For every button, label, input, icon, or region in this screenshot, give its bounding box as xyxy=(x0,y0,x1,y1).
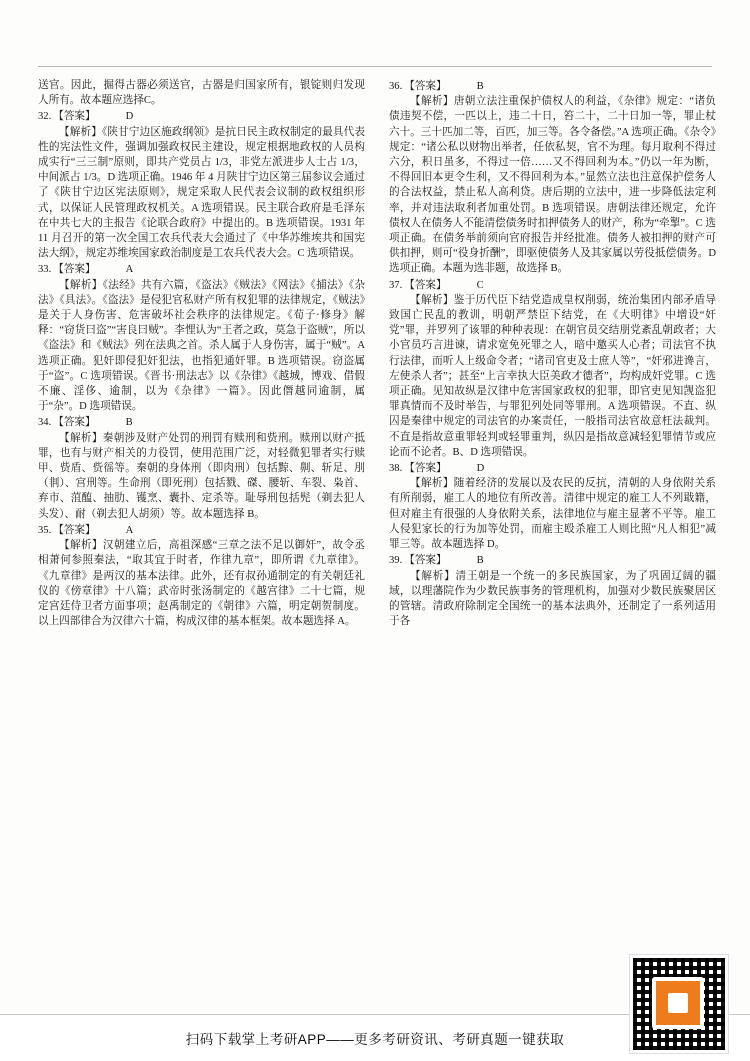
header-rule xyxy=(38,66,712,67)
question-number-36: 36. xyxy=(389,81,403,92)
answer-line-34 xyxy=(38,415,365,430)
two-column-body xyxy=(38,78,716,998)
answer-tag-37: 【答案】 xyxy=(404,279,447,291)
question-number-38: 38. xyxy=(389,463,403,475)
answer-line-39 xyxy=(389,553,716,568)
explain-tag-39: 【解析】 xyxy=(410,570,456,582)
answer-tag-39: 【答案】 xyxy=(404,555,447,567)
explain-tag-33: 【解析】 xyxy=(59,279,103,291)
answer-block-36 xyxy=(389,79,716,277)
answer-block-33 xyxy=(38,262,365,414)
answer-value-37: C xyxy=(476,279,484,291)
left-column xyxy=(38,78,365,998)
answer-value-33: A xyxy=(125,264,134,276)
explanation-39 xyxy=(389,569,716,630)
answer-block-38 xyxy=(389,461,716,552)
question-number-35: 35. xyxy=(38,524,52,536)
explanation-36 xyxy=(389,94,716,276)
answer-tag-36: 【答案】 xyxy=(404,81,447,92)
explanation-32 xyxy=(38,125,365,262)
answer-block-35 xyxy=(38,523,365,629)
answer-line-38 xyxy=(389,461,716,476)
answer-tag-32: 【答案】 xyxy=(53,111,96,123)
answer-block-32 xyxy=(38,109,365,261)
explain-tag-34: 【解析】 xyxy=(59,432,103,444)
answer-line-35 xyxy=(38,523,365,538)
right-column xyxy=(389,78,716,998)
answer-tag-33: 【答案】 xyxy=(53,264,96,276)
question-number-34: 34. xyxy=(38,417,52,429)
answer-tag-38: 【答案】 xyxy=(404,463,447,475)
answer-line-32 xyxy=(38,109,365,124)
explain-text-32: 《陕甘宁边区施政纲领》是抗日民主政权制定的最具代表性的宪法性文件，强调加强政权民主建设，规定根据地政权的人员构成实行“三三制”原则，即共产党员占 1/3，非党左派进步人士占 1/3，中间派占 1/3。D 选项正确。1946 年 4 月陕甘宁边区第三届参议会通过了《陕甘宁边区宪法原则》，规定采取人民代表会议制的政权组织形式，以保证人民管理政权机关。A 选项错误。民主联合政府是毛泽东在中共七大的主报告《论联合政府》中提出的。B 选项错误。1931 年 11 月召开的第一次全国工农兵代表大会通过了《中华苏维埃共和国宪法大纲》，规定苏维埃国家政治制度是工农兵代表大会。C 选项错误。 xyxy=(38,126,366,260)
explain-text-34: 秦朝涉及财产处罚的刑罚有赎刑和赀刑。赎刑以财产抵罪，也有与财产相关的力役罚，使用范围广泛，对轻微犯罪者实行赎甲、赀盾、赀徭等。秦朝的身体刑（即肉刑）包括黥、劓、斩足、刖（剕）、宫刑等。生命刑（即死刑）包括戮、磔、腰斩、车裂、枭首、弃市、菹醢、抽肋、镬烹、囊扑、定杀等。耻辱刑包括髡（剃去犯人头发）、耐（剃去犯人胡须）等。故本题选择 B。 xyxy=(38,432,365,520)
continued-paragraph: 送官。因此，掘得古器必须送官，古器是归国家所有，银锭则归发现人所有。故本题应选择C。 xyxy=(38,80,365,107)
explain-text-39: 清王朝是一个统一的多民族国家，为了巩固辽阔的疆域，以理藩院作为少数民族事务的管理机构，加强对少数民族聚居区的管辖。清政府除制定全国统一的基本法典外，还制定了一系列适用于各 xyxy=(389,570,717,628)
answer-line-36 xyxy=(389,79,716,94)
explain-text-33: 《法经》共有六篇，《盗法》《贼法》《网法》《捕法》《杂法》《具法》。《盗法》是侵犯官私财产所有权犯罪的法律规定，《贼法》是关于人身伤害、危害破坏社会秩序的法律规定。《荀子·修身》解释：“窃货曰盗”“害良曰贼”。李悝认为“王者之政，莫急于盗贼”，所以《盗法》和《贼法》列在法典之首。杀人属于人身伤害，属于“贼”。A 选项正确。犯奸即侵犯奸犯法，也指犯通奸罪。B 选项错误。窃盗属于“盗”。C 选项错误。《晋书·刑法志》以《杂律》《越城，博戏、借假不廉、淫侈、逾制，以为《杂律》一篇》。因此僭越同逾制，属于“杂”。D 选项错误。 xyxy=(38,279,366,413)
question-number-32: 32. xyxy=(38,111,52,123)
answer-tag-35: 【答案】 xyxy=(53,524,96,536)
explain-tag-32: 【解析】 xyxy=(59,126,102,138)
explain-text-37: 鉴于历代臣下结党造成皇权削弱，统治集团内部矛盾导致国亡民乱的教训，明朝严禁臣下结党，在《大明律》中增设“奸党”罪，并罗列了该罪的种种表现：在朝官员交结朋党紊乱朝政者；大小官员巧言进谏，请求宽免死罪之人，暗中邀买人心者；司法官不执行法律，而听人上级命令者；“诸司官吏及士庶人等”，“奸邪进谗言，左使杀人者”；甚至“上言幸执大臣美政才德者”，均构成奸党罪。C 选项正确。见知故纵是汉律中危害国家政权的犯罪，即官吏见知觊盗犯罪真情而不及时举告，与罪犯列处同等罪刑。A 选项错误。不直、纵囚是秦律中规定的司法官的办案责任，一般指司法官故意枉法裁判。不直是指故意重罪轻判或轻罪重判，纵囚是指故意减轻犯罪情节或应论而不论者。B、D 选项错误。 xyxy=(389,294,716,458)
answer-block-39 xyxy=(389,553,716,629)
answer-value-36: B xyxy=(476,81,484,92)
explain-tag-35: 【解析】 xyxy=(59,540,103,552)
answer-value-34: B xyxy=(125,417,133,429)
explanation-34 xyxy=(38,431,365,522)
explain-text-35: 汉朝建立后，高祖深感“三章之法不足以御奸”，故令丞相萧何参照秦法，“取其宜于时者，作律九章”，即所谓《九章律》。《九章律》是两汉的基本法律。此外，还有叔孙通制定的有关朝廷礼仪的《傍章律》十八篇；武帝时张汤制定的《越宫律》二十七篇，规定宫廷侍卫者方面事项；赵禹制定的《朝律》六篇，明定朝贺制度。以上四部律合为汉律六十篇，构成汉律的基本框架。故本题选择 A。 xyxy=(38,540,366,628)
explain-tag-38: 【解析】 xyxy=(410,478,454,490)
question-number-37: 37. xyxy=(389,279,403,291)
explanation-38 xyxy=(389,476,716,552)
answer-block-34 xyxy=(38,415,365,521)
explanation-37 xyxy=(389,293,716,460)
answer-tag-34: 【答案】 xyxy=(53,417,96,429)
explain-text-38: 随着经济的发展以及农民的反抗，清朝的人身依附关系有所削弱，雇工人的地位有所改善。清律中规定的雇工人不列戢籍，但对雇主有很强的人身依附关系，法律地位与雇主显著不平等。雇工人侵犯家长的行为加等处罚，而雇主殴杀雇工人则比照“凡人相犯”减罪三等。故本题选择 D。 xyxy=(389,478,716,551)
answer-value-35: A xyxy=(125,524,134,536)
answer-line-33 xyxy=(38,262,365,277)
answer-value-39: B xyxy=(476,555,484,567)
qr-logo-icon xyxy=(652,977,704,1029)
question-number-33: 33. xyxy=(38,264,52,276)
answer-value-38: D xyxy=(476,463,485,475)
question-number-39: 39. xyxy=(389,555,403,567)
explain-tag-37: 【解析】 xyxy=(410,294,454,306)
answer-block-37 xyxy=(389,278,716,460)
explain-text-36: 唐朝立法注重保护债权人的利益，《杂律》规定：“诸负债违契不偿，一匹以上，违二十日，笞二十，二十日加一等，罪止杖六十。三十匹加二等，百匹，加三等。各令备偿。”A 选项正确。《杂令》规定：“诸公私以财物出举者，任依私契，官不为理。每月取利不得过六分，积日虽多，不得过一倍……又不得回利为本。”仍以一年为断，不得回旧本更令生利，又不得回利为本。”显然立法也注意保护偿务人的合法权益，禁止私人高利贷。唐后期的立法中，进一步降低法定利率，并对违法取利者加重处罚。B 选项错误。唐朝法律还规定，允许债权人在债务人不能清偿债务时扣押债务人的财产，称为“牵掣”。C 选项正确。在债务举前须向官府报告并经批准。债务人被扣押的财产可供扣押，则可“役身折酬”，即驱使债务人及其家属以劳役抵偿债务。D 选项正确。本题为选非题，故选择 B。 xyxy=(389,96,717,275)
explanation-35 xyxy=(38,538,365,629)
explanation-33 xyxy=(38,278,365,415)
answer-line-37 xyxy=(389,278,716,293)
footer-promo-text: 扫码下载掌上考研APP——更多考研资讯、考研真题一键获取 xyxy=(185,1032,565,1047)
explain-tag-36: 【解析】 xyxy=(410,96,454,108)
answer-value-32: D xyxy=(125,111,134,123)
